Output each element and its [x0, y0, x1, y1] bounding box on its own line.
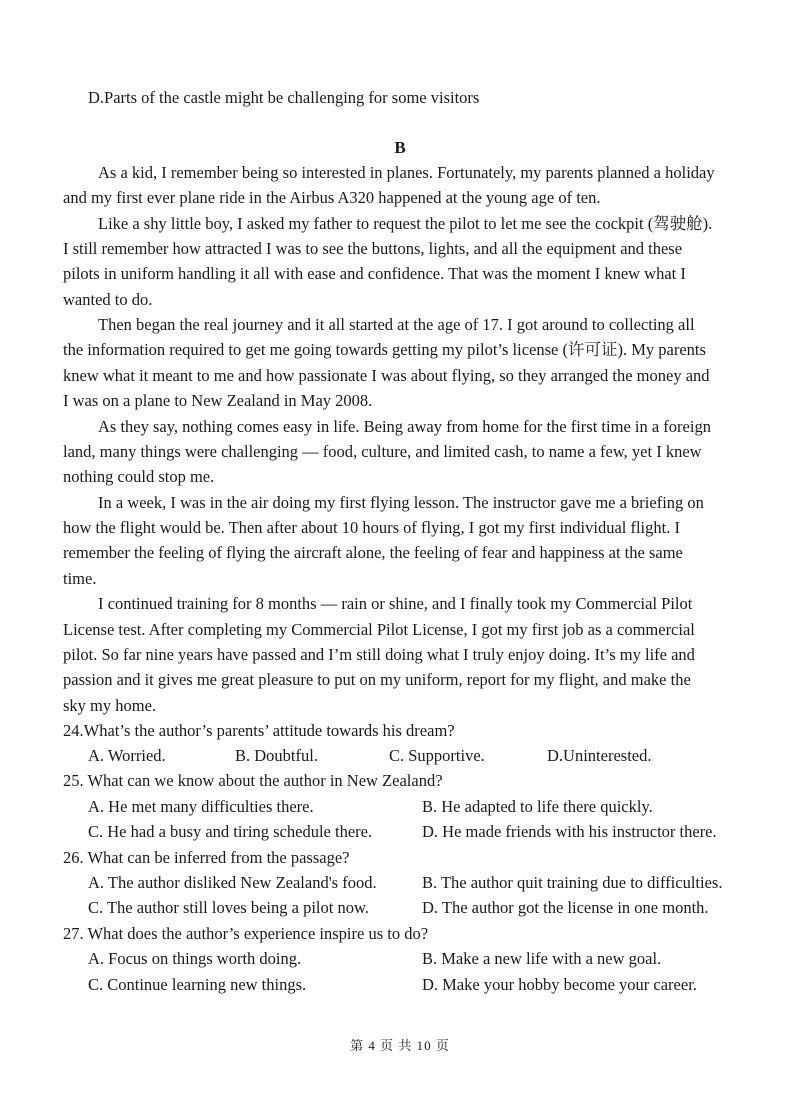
passage-line: nothing could stop me.	[63, 467, 215, 486]
question-27-option-d: D. Make your hobby become your career.	[422, 975, 697, 994]
passage-line: License test. After completing my Commercial Pilot License, I got my first job as a commercial	[63, 620, 695, 639]
passage-line: how the flight would be. Then after about 10 hours of flying, I got my first individual flight. I	[63, 518, 680, 537]
question-24-option-c: C. Supportive.	[389, 746, 485, 765]
question-26-option-a: A. The author disliked New Zealand's food.	[88, 873, 377, 892]
page-number-footer: 第 4 页 共 10 页	[350, 1038, 450, 1053]
passage-line: knew what it meant to me and how passionate I was about flying, so they arranged the money and	[63, 366, 710, 385]
question-24-option-a: A. Worried.	[88, 746, 166, 765]
question-27-option-a: A. Focus on things worth doing.	[88, 949, 302, 968]
passage-line: and my first ever plane ride in the Airbus A320 happened at the young age of ten.	[63, 188, 601, 207]
passage-line: land, many things were challenging — food, culture, and limited cash, to name a few, yet I knew	[63, 442, 702, 461]
question-25-stem: 25. What can we know about the author in New Zealand?	[63, 771, 443, 790]
passage-line: As they say, nothing comes easy in life. Being away from home for the first time in a foreign	[98, 417, 711, 436]
question-25-option-a: A. He met many difficulties there.	[88, 797, 314, 816]
question-25-option-d: D. He made friends with his instructor there.	[422, 822, 717, 841]
question-27-option-b: B. Make a new life with a new goal.	[422, 949, 662, 968]
passage-line: I was on a plane to New Zealand in May 2008.	[63, 391, 373, 410]
passage-line: In a week, I was in the air doing my first flying lesson. The instructor gave me a briefing on	[98, 493, 704, 512]
question-27-stem: 27. What does the author’s experience inspire us to do?	[63, 924, 429, 943]
passage-line: remember the feeling of flying the aircraft alone, the feeling of fear and happiness at the same	[63, 543, 683, 562]
previous-question-option-d: D.Parts of the castle might be challenging for some visitors	[88, 88, 480, 107]
passage-line: pilot. So far nine years have passed and I’m still doing what I truly enjoy doing. It’s my life and	[63, 645, 695, 664]
question-26-option-b: B. The author quit training due to difficulties.	[422, 873, 723, 892]
passage-line: Then began the real journey and it all started at the age of 17. I got around to collecting all	[98, 315, 695, 334]
section-title: B	[394, 138, 406, 157]
passage-line: Like a shy little boy, I asked my father to request the pilot to let me see the cockpit (驾驶舱).	[98, 214, 713, 233]
question-25-option-c: C. He had a busy and tiring schedule there.	[88, 822, 373, 841]
passage-line: pilots in uniform handling it all with ease and confidence. That was the moment I knew what I	[63, 264, 686, 283]
question-26-option-d: D. The author got the license in one month.	[422, 898, 709, 917]
passage-line: the information required to get me going towards getting my pilot’s license (许可证). My parents	[63, 340, 706, 359]
passage-line: I continued training for 8 months — rain or shine, and I finally took my Commercial Pilot	[98, 594, 693, 613]
passage-line: wanted to do.	[63, 290, 153, 309]
question-24-stem: 24.What’s the author’s parents’ attitude towards his dream?	[63, 721, 455, 740]
question-26-option-c: C. The author still loves being a pilot now.	[88, 898, 369, 917]
passage-line: sky my home.	[63, 696, 157, 715]
question-26-stem: 26. What can be inferred from the passage?	[63, 848, 350, 867]
question-25-option-b: B. He adapted to life there quickly.	[422, 797, 653, 816]
passage-line: time.	[63, 569, 97, 588]
passage-line: passion and it gives me great pleasure to put on my uniform, report for my flight, and make the	[63, 670, 691, 689]
question-24-option-b: B. Doubtful.	[235, 746, 318, 765]
question-24-option-d: D.Uninterested.	[547, 746, 652, 765]
passage-line: I still remember how attracted I was to see the buttons, lights, and all the equipment and these	[63, 239, 683, 258]
question-27-option-c: C. Continue learning new things.	[88, 975, 307, 994]
passage-line: As a kid, I remember being so interested in planes. Fortunately, my parents planned a holiday	[98, 163, 715, 182]
